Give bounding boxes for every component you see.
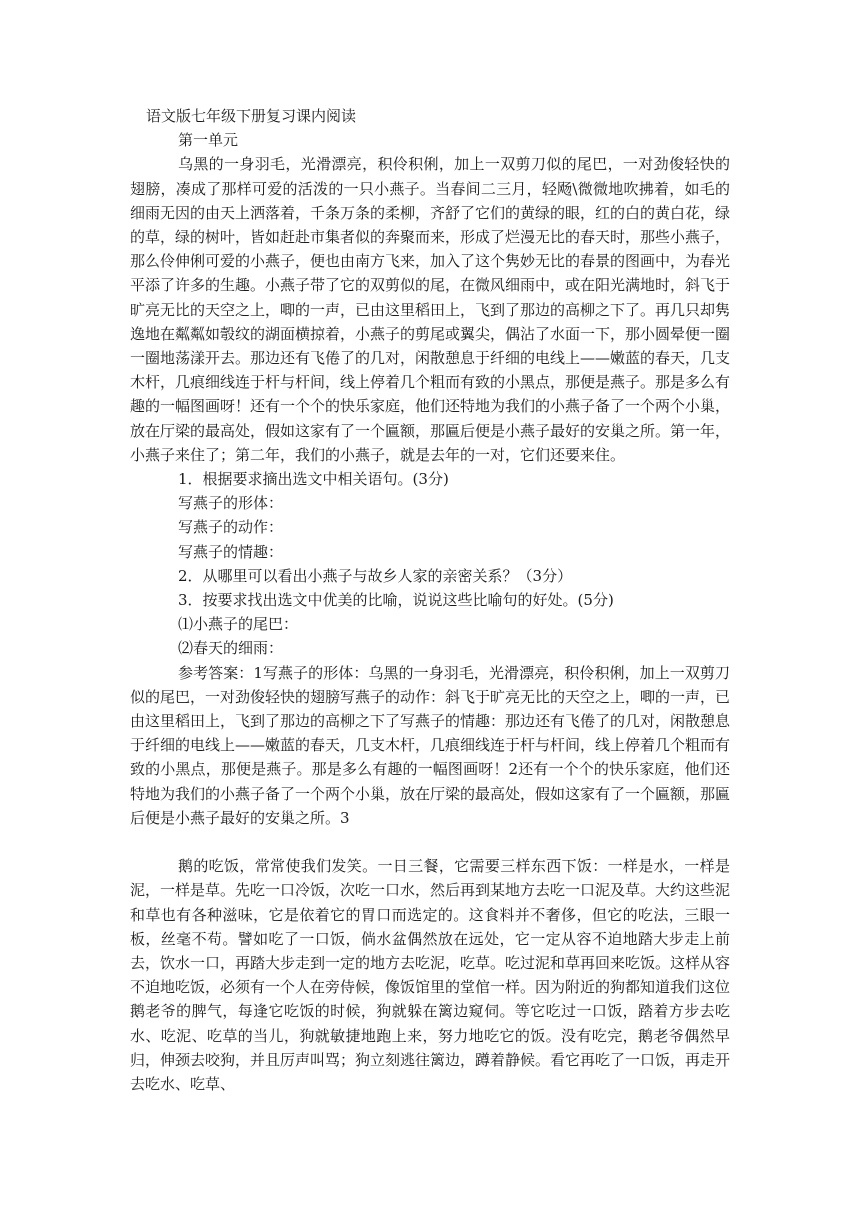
question-2: 2．从哪里可以看出小燕子与故乡人家的亲密关系？（3分） [178,566,573,585]
unit-heading: 第一单元 [178,131,239,150]
document-body [130,104,730,1096]
question-1-shape: 写燕子的形体： [178,494,284,513]
question-1-action: 写燕子的动作： [178,518,284,537]
question-1: 1．根据要求摘出选文中相关语句。(3分) [178,470,449,489]
question-3-tail: ⑴小燕子的尾巴： [178,615,299,634]
answer-key: 参考答案：1写燕子的形体：乌黑的一身羽毛，光滑漂亮，积伶积俐，加上一双剪刀似的尾巴，一对劲俊轻快的翅膀写燕子的动作：斜飞于旷亮无比的天空之上，唧的一声，已由这里稻田上，飞到了那边的高柳之下了写燕子的情趣：那边还有飞倦了的几对，闲散憩息于纤细的电线上——嫩蓝的春天，几支木杆，几痕细线连于杆与杆间，线上停着几个粗而有致的小黑点，那便是燕子。那是多么有趣的一幅图画呀！2还有一个个的快乐家庭，他们还特地为我们的小燕子备了一个两个小巢，放在厅梁的最高处，假如这家有了一个匾额，那匾后便是小燕子最好的安巢之所。3 [130,663,731,827]
passage-swallow: 乌黑的一身羽毛，光滑漂亮，积伶积俐，加上一双剪刀似的尾巴，一对劲俊轻快的翅膀，凑成了那样可爱的活泼的一只小燕子。当春间二三月，轻飏\微微地吹拂着，如毛的细雨无因的由天上洒落着，千条万条的柔柳，齐舒了它们的黄绿的眼，红的白的黄白花，绿的草，绿的树叶，皆如赶赴市集者似的奔聚而来，形成了烂漫无比的春天时，那些小燕子，那么伶伸俐可爱的小燕子，便也由南方飞来，加入了这个隽妙无比的春景的图画中，为春光平添了许多的生趣。小燕子带了它的双剪似的尾，在微风细雨中，或在阳光满地时，斜飞于旷亮无比的天空之上，唧的一声，已由这里稻田上，飞到了那边的高柳之下了。再几只却隽逸地在粼粼如彀纹的湖面横掠着，小燕子的剪尾或翼尖，偶沾了水面一下，那小圆晕便一圈一圈地荡漾开去。那边还有飞倦了的几对，闲散憩息于纤细的电线上——嫩蓝的春天，几支木杆，几痕细线连于杆与杆间，线上停着几个粗而有致的小黑点，那便是燕子。那是多么有趣的一幅图画呀！还有一个个的快乐家庭，他们还特地为我们的小燕子备了一个两个小巢，放在厅梁的最高处，假如这家有了一个匾额，那匾后便是小燕子最好的安巢之所。第一年，小燕子来住了；第二年，我们的小燕子，就是去年的一对，它们还要来住。 [130,155,731,464]
paragraph-gap [130,830,730,854]
question-3: 3．按要求找出选文中优美的比喻，说说这些比喻句的好处。(5分) [178,591,614,610]
question-1-charm: 写燕子的情趣： [178,542,284,561]
question-3-rain: ⑵春天的细雨： [178,639,284,658]
document-title: 语文版七年级下册复习课内阅读 [146,107,357,125]
passage-goose: 鹅的吃饭，常常使我们发笑。一日三餐，它需要三样东西下饭：一样是水，一样是泥，一样是草。先吃一口冷饭，次吃一口水，然后再到某地方去吃一口泥及草。大约这些泥和草也有各种滋味，它是依着它的胃口而选定的。这食料并不奢侈，但它的吃法，三眼一板，丝毫不苟。譬如吃了一口饭，倘水盆偶然放在远处，它一定从容不迫地踏大步走上前去，饮水一口，再踏大步走到一定的地方去吃泥，吃草。吃过泥和草再回来吃饭。这样从容不迫地吃饭，必须有一个人在旁侍候，像饭馆里的堂倌一样。因为附近的狗都知道我们这位鹅老爷的脾气，每逢它吃饭的时候，狗就躲在篱边窥伺。等它吃过一口饭，踏着方步去吃水、吃泥、吃草的当儿，狗就敏捷地跑上来，努力地吃它的饭。没有吃完，鹅老爷偶然早归，伸颈去咬狗，并且厉声叫骂；狗立刻逃往篱边，蹲着静候。看它再吃了一口饭，再走开去吃水、吃草、 [130,857,731,1093]
